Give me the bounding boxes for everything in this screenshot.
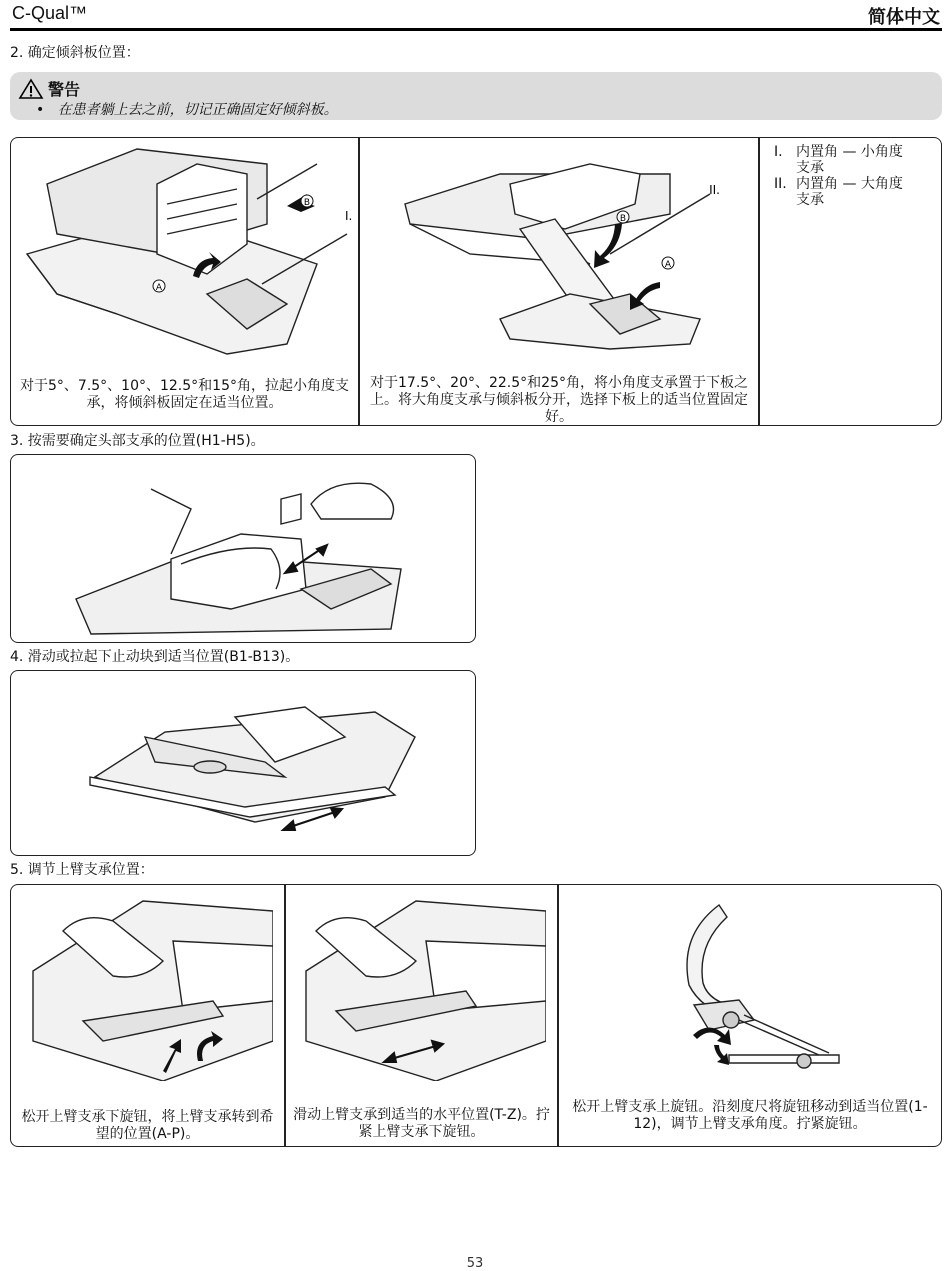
label-i: I. <box>345 209 353 223</box>
lower-stop-panel <box>10 670 476 856</box>
tilt-panel-table <box>10 137 942 426</box>
arm-angle-cell <box>559 885 941 1146</box>
high-angle-caption: 对于17.5°、20°、22.5°和25°角，将小角度支承置于下板之上。将大角度支承与倾斜板分开，选择下板上的适当位置固定好。 <box>370 375 748 425</box>
arm-slide-cell <box>286 885 557 1146</box>
tilt-high-angle-cell <box>360 138 758 425</box>
arm-angle-caption: 松开上臂支承上旋钮。沿刻度尺将旋钮移动到适当位置(1-12)，调节上臂支承角度。拧紧旋钮。 <box>572 1099 928 1132</box>
tilt-low-angle-cell <box>11 138 358 425</box>
page-number: 53 <box>466 1256 484 1271</box>
high-angle-support-illustration <box>390 144 730 364</box>
arm-rotate-caption: 松开上臂支承下旋钮，将上臂支承转到希望的位置(A-P)。 <box>21 1109 274 1142</box>
warning-title: 警告 <box>48 80 81 99</box>
warning-text-content: 在患者躺上去之前，切记正确固定好倾斜板。 <box>57 102 338 118</box>
low-angle-caption: 对于5°、7.5°、10°、12.5°和15°角，拉起小角度支承，将倾斜板固定在适当位置。 <box>20 378 349 411</box>
legend-text: 内置角 — 大角度支承 <box>796 176 903 208</box>
arm-angle-illustration <box>669 895 849 1085</box>
callout-a-1: A <box>155 283 163 293</box>
step-5-title: 5. 调节上臂支承位置： <box>10 862 154 878</box>
lower-stop-illustration <box>85 677 425 849</box>
step-4-title: 4. 滑动或拉起下止动块到适当位置(B1-B13)。 <box>10 649 300 665</box>
legend-key: II. <box>774 176 787 192</box>
warning-triangle-icon <box>18 78 44 100</box>
label-ii: II. <box>709 183 720 197</box>
page-header <box>10 0 942 31</box>
callout-b-2: B <box>619 214 627 224</box>
legend-cell <box>760 138 941 425</box>
step-3-title: 3. 按需要确定头部支承的位置(H1-H5)。 <box>10 433 265 449</box>
callout-a-2: A <box>664 260 672 270</box>
callout-b-1: B <box>303 198 311 208</box>
arm-slide-illustration <box>296 891 546 1081</box>
bullet: • <box>36 102 45 118</box>
product-name: C-Qual™ <box>12 3 88 23</box>
angle-legend <box>774 144 914 208</box>
language-label: 简体中文 <box>868 7 940 28</box>
legend-row <box>774 176 914 208</box>
low-angle-support-illustration <box>17 144 353 364</box>
legend-key: I. <box>774 144 783 160</box>
warning-text <box>36 99 338 119</box>
head-support-illustration <box>71 459 411 637</box>
warning-box <box>10 72 942 120</box>
head-support-panel <box>10 454 476 643</box>
arm-support-panel <box>10 884 942 1147</box>
legend-text: 内置角 — 小角度支承 <box>796 144 903 176</box>
arm-rotate-cell <box>11 885 284 1146</box>
arm-rotate-illustration <box>23 891 273 1081</box>
legend-row <box>774 144 914 176</box>
step-2-title: 2. 确定倾斜板位置： <box>10 45 140 61</box>
arm-slide-caption: 滑动上臂支承到适当的水平位置(T-Z)。拧紧上臂支承下旋钮。 <box>293 1107 550 1140</box>
